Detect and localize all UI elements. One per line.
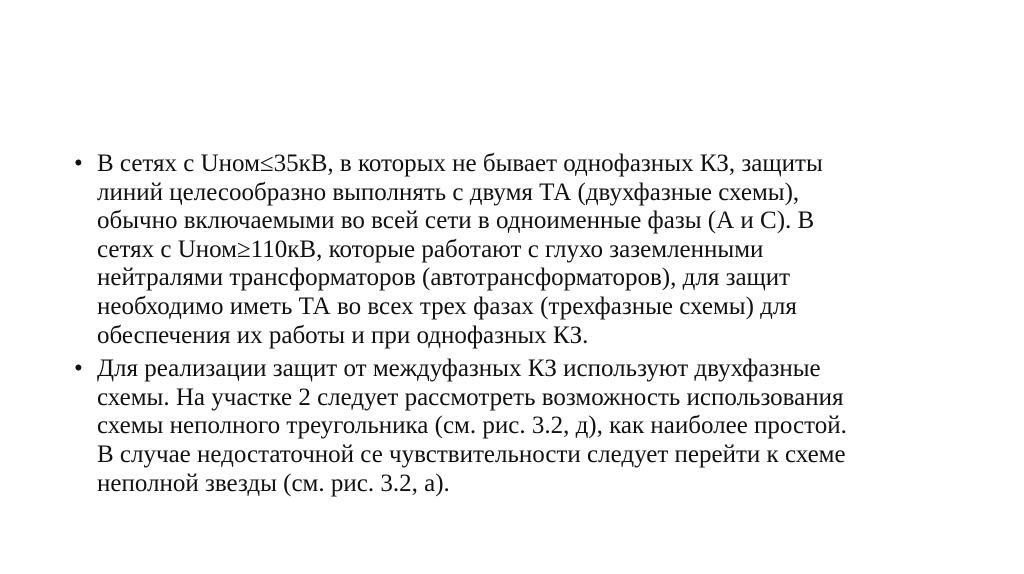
bullet-item [72,355,952,498]
slide-body [72,150,952,503]
text-line: нейтралями трансформаторов (автотрансформаторов), для защит [97,264,791,292]
text-line: линий целесообразно выполнять с двумя ТА (двухфазные схемы), [97,178,800,206]
text-line: необходимо иметь ТА во всех трех фазах (трехфазные схемы) для [97,292,797,320]
text-line: схемы неполного треугольника (см. рис. 3.2, д), как наиболее простой. [97,412,847,440]
bullet-icon: • [74,150,83,177]
text-line: схемы. На участке 2 следует рассмотреть возможность использования [97,383,844,411]
bullet-item [72,150,952,350]
text-line: В сетях с Uном≤35кВ, в которых не бывает однофазных КЗ, защиты [97,150,823,177]
text-line: В случае недостаточной се чувствительности следует перейти к схеме [97,440,846,468]
text-line: обеспечения их работы и при однофазных КЗ. [97,321,589,349]
bullet-icon: • [74,355,83,383]
text-line: обычно включаемыми во всей сети в одноименные фазы (А и С). В [97,207,815,235]
text-line: сетях с Uном≥110кВ, которые работают с глухо заземленными [97,235,764,263]
text-line: Для реализации защит от междуфазных КЗ используют двухфазные [97,355,821,383]
text-line: неполной звезды (см. рис. 3.2, а). [97,469,450,497]
